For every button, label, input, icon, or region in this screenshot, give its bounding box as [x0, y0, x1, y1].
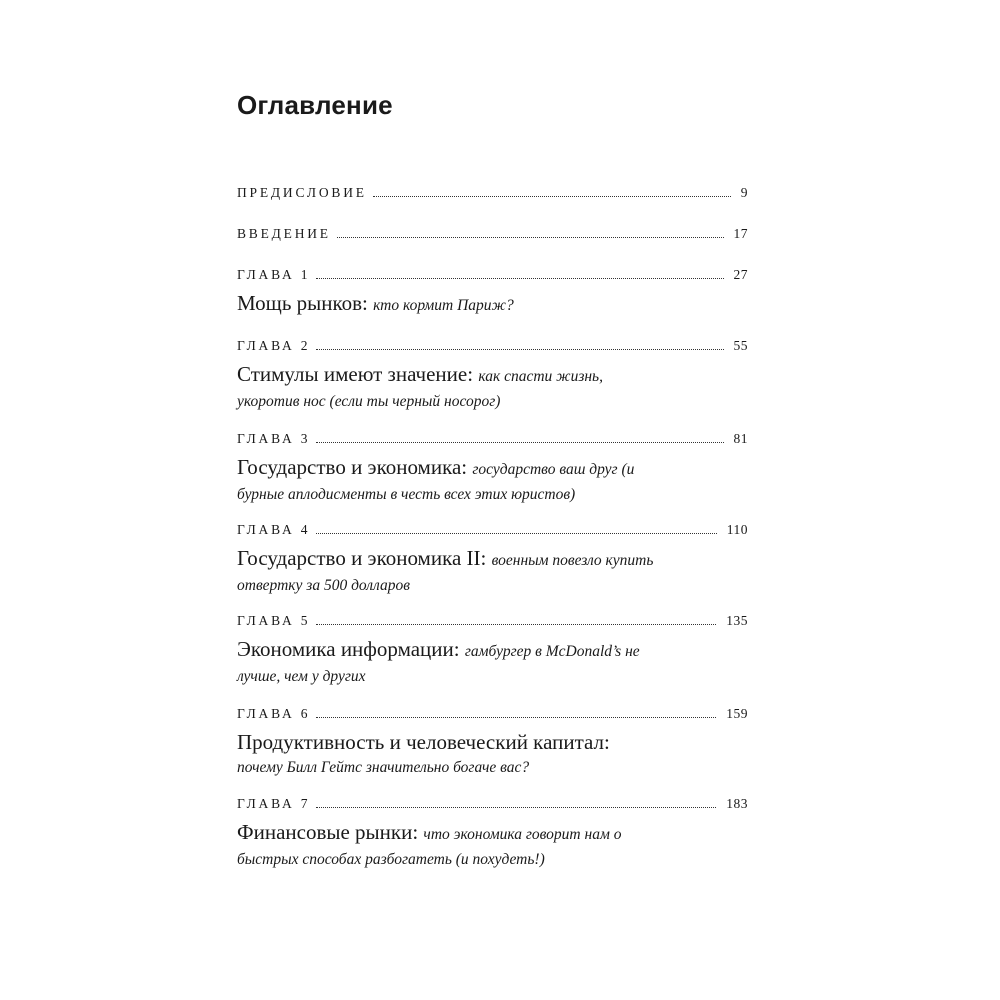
page-number: 110: [726, 522, 748, 537]
page-number: 81: [733, 431, 748, 446]
chapter-title: [237, 292, 657, 317]
chapter-subtitle: военным повезло купить отвертку за 500 долларов: [237, 552, 654, 594]
toc-label: ПРЕДИСЛОВИЕ: [237, 185, 367, 200]
toc-label: ГЛАВА 1: [237, 267, 311, 282]
toc-entry-chapter-5: [237, 612, 748, 688]
page-number: 17: [733, 226, 748, 241]
chapter-title-main: Мощь рынков:: [237, 291, 368, 315]
chapter-subtitle: государство ваш друг (и бурные аплодисменты в честь всех этих юристов): [237, 461, 635, 503]
toc-line: [237, 266, 748, 284]
toc-line: [237, 430, 748, 448]
toc-entry-chapter-4: [237, 521, 748, 597]
toc-label: ГЛАВА 2: [237, 338, 311, 353]
chapter-subtitle: как спасти жизнь, укоротив нос (если ты черный носорог): [237, 368, 603, 410]
toc-label: ГЛАВА 6: [237, 706, 311, 721]
page-number: 55: [733, 338, 748, 353]
toc-entry-chapter-1: [237, 266, 748, 317]
page-number: 9: [740, 185, 748, 200]
chapter-title-main: Продуктивность и человеческий капитал:: [237, 730, 610, 754]
page-title: Оглавление: [237, 90, 393, 120]
chapter-title: [237, 731, 657, 779]
chapter-subtitle: кто кормит Париж?: [373, 297, 514, 314]
toc-line: [237, 337, 748, 355]
toc-label: ГЛАВА 7: [237, 796, 311, 811]
dot-leader: [316, 442, 723, 443]
toc-entry-preface: [237, 184, 748, 202]
chapter-title: [237, 456, 657, 506]
dot-leader: [337, 237, 724, 238]
chapter-title: [237, 547, 657, 597]
chapter-title-main: Государство и экономика II:: [237, 546, 487, 570]
dot-leader: [316, 807, 716, 808]
toc-entry-chapter-6: [237, 705, 748, 779]
toc-entry-chapter-7: [237, 795, 748, 871]
toc-line: [237, 612, 748, 630]
chapter-title: [237, 638, 657, 688]
page-number: 183: [726, 796, 748, 811]
toc-entry-chapter-2: [237, 337, 748, 413]
page-number: 135: [726, 613, 748, 628]
toc-label: ГЛАВА 3: [237, 431, 311, 446]
dot-leader: [316, 278, 723, 279]
toc-entry-introduction: [237, 225, 748, 243]
dot-leader: [316, 349, 723, 350]
dot-leader: [316, 624, 716, 625]
toc-label: ГЛАВА 4: [237, 522, 311, 537]
toc-label: ВВЕДЕНИЕ: [237, 226, 331, 241]
toc-entry-chapter-3: [237, 430, 748, 506]
chapter-title-main: Государство и экономика:: [237, 455, 468, 479]
dot-leader: [373, 196, 731, 197]
toc-line: [237, 521, 748, 539]
dot-leader: [316, 533, 716, 534]
chapter-title-main: Экономика информации:: [237, 637, 460, 661]
dot-leader: [316, 717, 716, 718]
chapter-subtitle: что экономика говорит нам о быстрых способах разбогатеть (и похудеть!): [237, 826, 622, 868]
toc-label: ГЛАВА 5: [237, 613, 311, 628]
toc-line: [237, 225, 748, 243]
chapter-title: [237, 821, 657, 871]
page-number: 159: [726, 706, 748, 721]
toc-line: [237, 795, 748, 813]
chapter-subtitle: гамбургер в McDonald’s не лучше, чем у других: [237, 643, 640, 685]
page-number: 27: [733, 267, 748, 282]
chapter-title-main: Финансовые рынки:: [237, 820, 419, 844]
toc-line: [237, 184, 748, 202]
toc-line: [237, 705, 748, 723]
chapter-subtitle: почему Билл Гейтс значительно богаче вас?: [237, 759, 530, 776]
chapter-title: [237, 363, 657, 413]
chapter-title-main: Стимулы имеют значение:: [237, 362, 474, 386]
